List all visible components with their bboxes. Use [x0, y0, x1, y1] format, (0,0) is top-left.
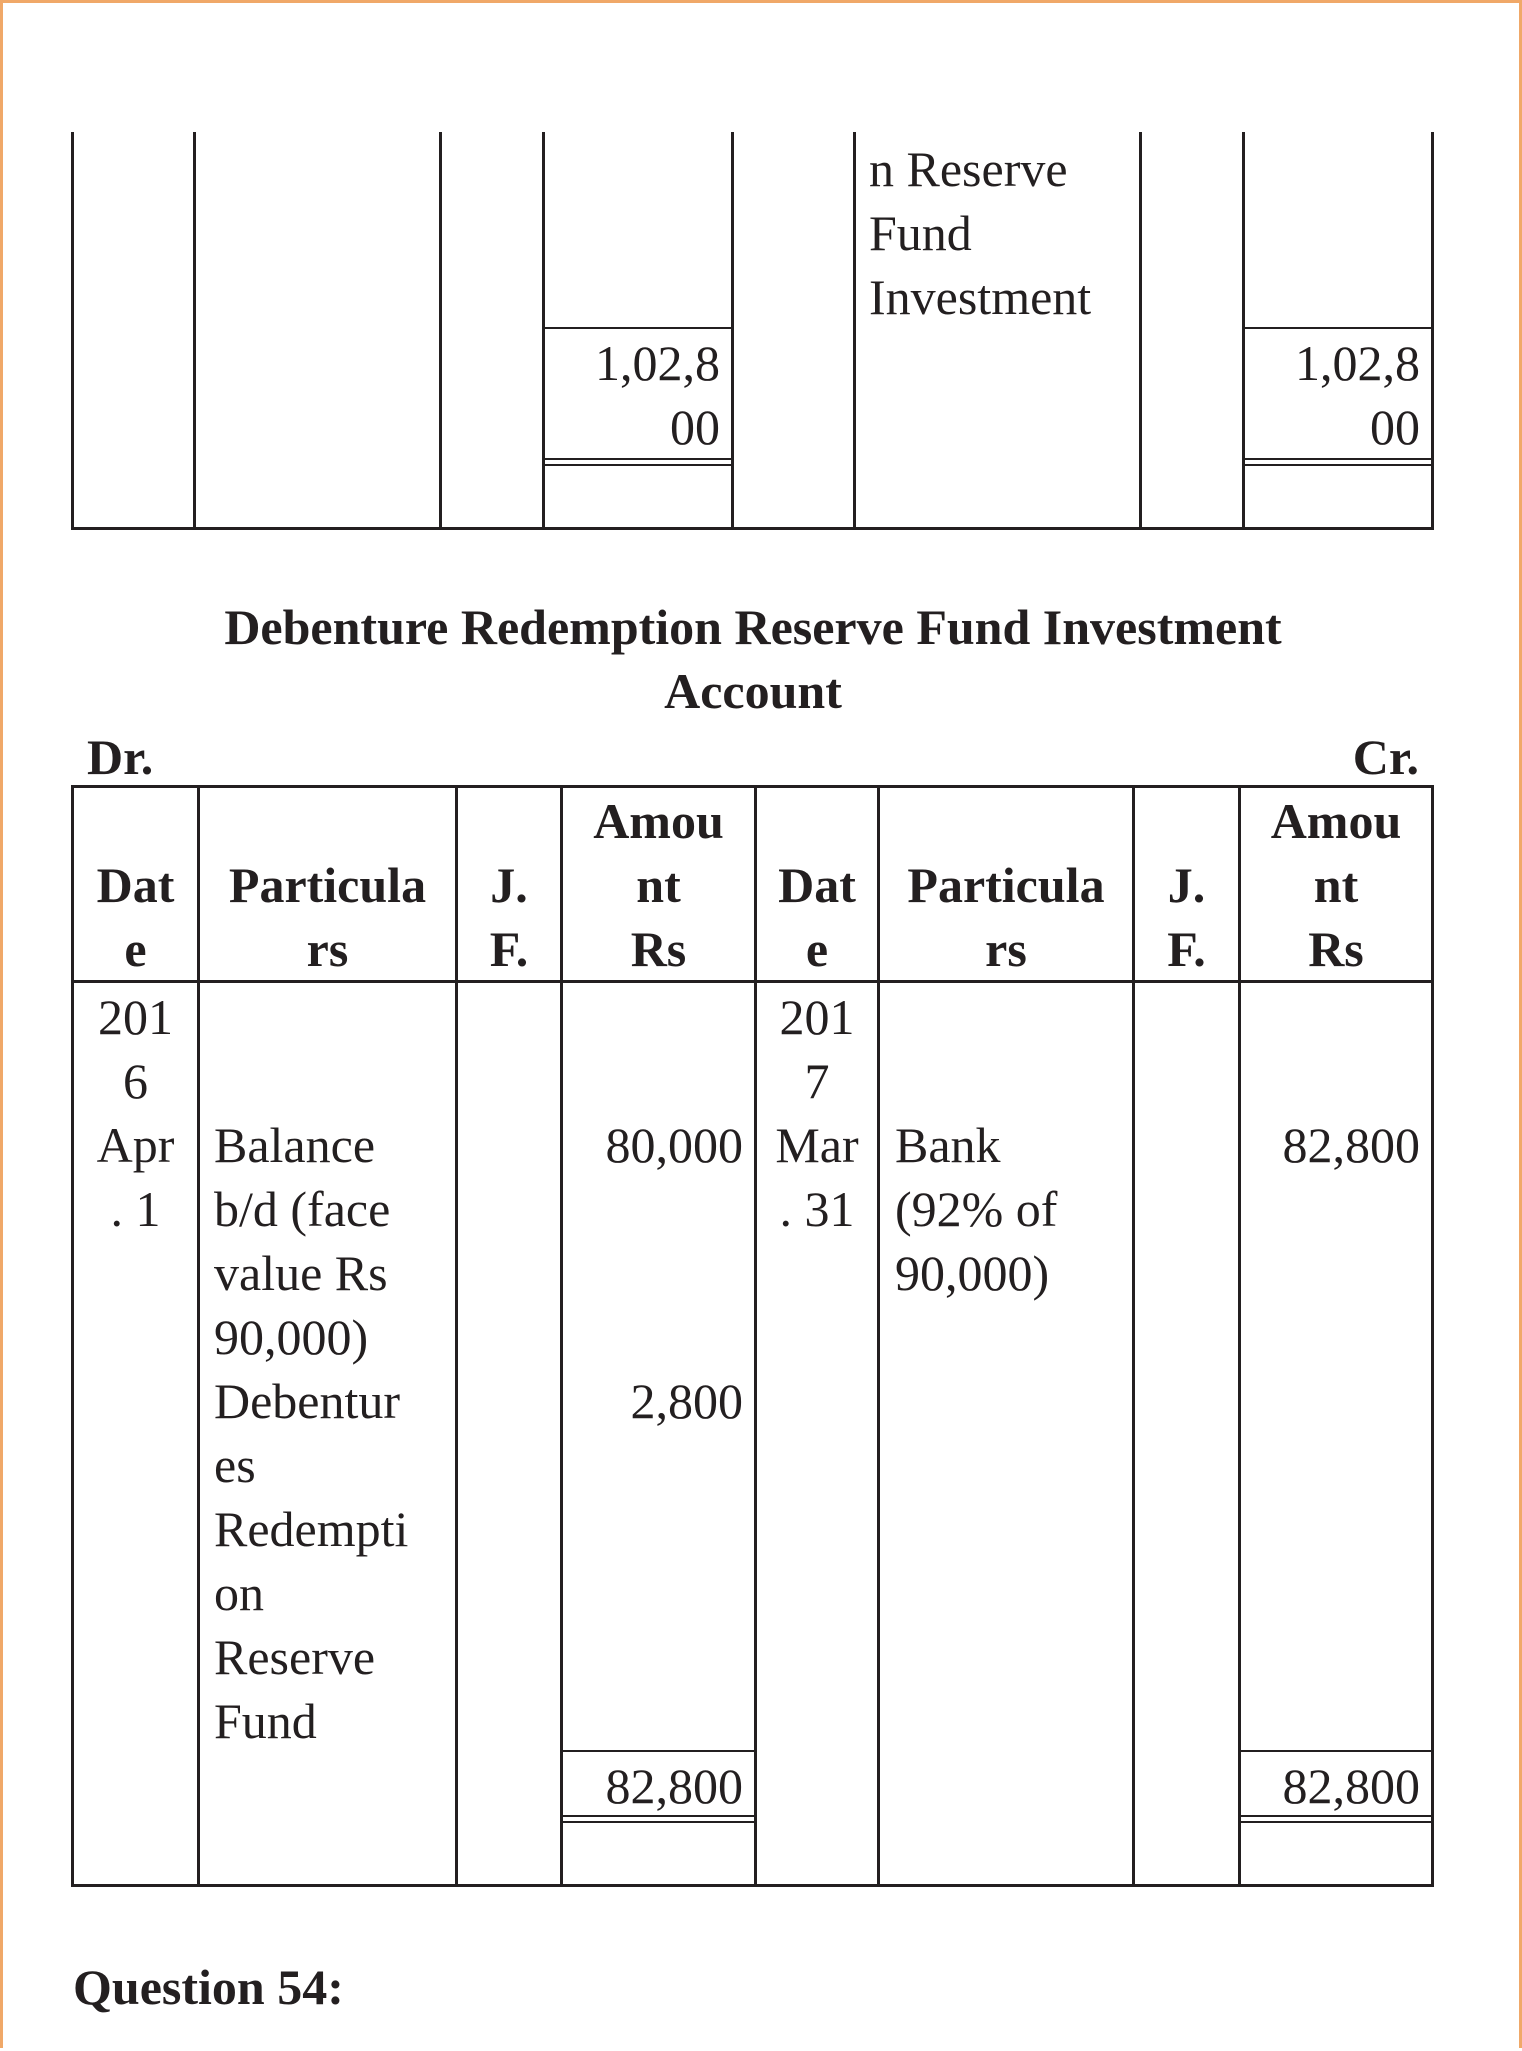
- header-amount: [563, 789, 754, 981]
- header-date: [74, 853, 197, 981]
- header-jf-cr: [1135, 853, 1238, 981]
- text-line: J.: [1167, 857, 1206, 913]
- title-line-1: Debenture Redemption Reserve Fund Investment: [224, 599, 1282, 655]
- text-line: Balance: [214, 1117, 376, 1173]
- dr-particulars-2: [214, 1369, 454, 1753]
- text-line: Fund: [214, 1693, 317, 1749]
- text-line: 00: [1370, 399, 1420, 455]
- text-line: (92% of: [895, 1181, 1058, 1237]
- text-line: Amou: [593, 793, 724, 849]
- text-line: Bank: [895, 1117, 1001, 1173]
- dr-amount-2: 2,800: [630, 1373, 743, 1429]
- dr-particulars-1: [214, 1113, 454, 1369]
- text-line: rs: [306, 921, 349, 977]
- text-line: 00: [670, 399, 720, 455]
- text-line: 6: [123, 1053, 148, 1109]
- text-line: Particula: [228, 857, 427, 913]
- header-particulars-cr: [880, 853, 1132, 981]
- cr-particulars-1: [895, 1113, 1131, 1305]
- cr-date: [757, 985, 877, 1241]
- text-line: 1,02,8: [1295, 335, 1420, 391]
- question-heading: Question 54:: [73, 1959, 344, 2015]
- text-line: F.: [1167, 921, 1206, 977]
- text-line: 90,000): [895, 1245, 1050, 1301]
- text-line: b/d (face: [214, 1181, 391, 1237]
- text-line: 90,000): [214, 1309, 369, 1365]
- text-line: Apr: [96, 1117, 175, 1173]
- dr-amount-1: 80,000: [605, 1117, 743, 1173]
- text-line: nt: [1313, 857, 1359, 913]
- header-jf: [458, 853, 560, 981]
- text-line: es: [214, 1437, 256, 1493]
- account-title: [3, 595, 1503, 723]
- cr-label: Cr.: [1352, 729, 1419, 785]
- header-particulars: [200, 853, 455, 981]
- text-line: e: [805, 921, 829, 977]
- dr-total: 82,800: [605, 1758, 743, 1814]
- text-line: Mar: [775, 1117, 859, 1173]
- dr-date: [74, 985, 197, 1241]
- dr-label: Dr.: [87, 729, 154, 785]
- text-line: Dat: [778, 857, 856, 913]
- text-line: 1,02,8: [595, 335, 720, 391]
- title-line-2: Account: [664, 663, 842, 719]
- text-line: e: [124, 921, 147, 977]
- text-line: Debentur: [214, 1373, 401, 1429]
- text-line: 201: [98, 989, 173, 1045]
- prev-cr-particulars: [869, 137, 1139, 329]
- text-line: value Rs: [214, 1245, 388, 1301]
- cr-total: 82,800: [1282, 1758, 1420, 1814]
- text-line: 201: [779, 989, 855, 1045]
- text-line: Reserve: [214, 1629, 376, 1685]
- text-line: Dat: [96, 857, 175, 913]
- text-line: Redempti: [214, 1501, 409, 1557]
- text-line: . 1: [110, 1181, 161, 1237]
- text-line: Rs: [630, 921, 687, 977]
- text-line: 7: [804, 1053, 830, 1109]
- text-line: Fund: [869, 205, 972, 261]
- prev-dr-total: [548, 331, 720, 459]
- text-line: Amou: [1270, 793, 1402, 849]
- text-line: nt: [636, 857, 681, 913]
- text-line: . 31: [779, 1181, 855, 1237]
- header-date-cr: [757, 853, 877, 981]
- prev-cr-total: [1248, 331, 1420, 459]
- text-line: rs: [985, 921, 1027, 977]
- text-line: n Reserve: [869, 141, 1068, 197]
- text-line: J.: [490, 857, 528, 913]
- header-amount-cr: [1241, 789, 1431, 981]
- text-line: on: [214, 1565, 264, 1621]
- text-line: F.: [489, 921, 529, 977]
- text-line: Rs: [1308, 921, 1364, 977]
- text-line: Particula: [907, 857, 1105, 913]
- text-line: Investment: [869, 269, 1092, 325]
- cr-amount-1: 82,800: [1282, 1117, 1420, 1173]
